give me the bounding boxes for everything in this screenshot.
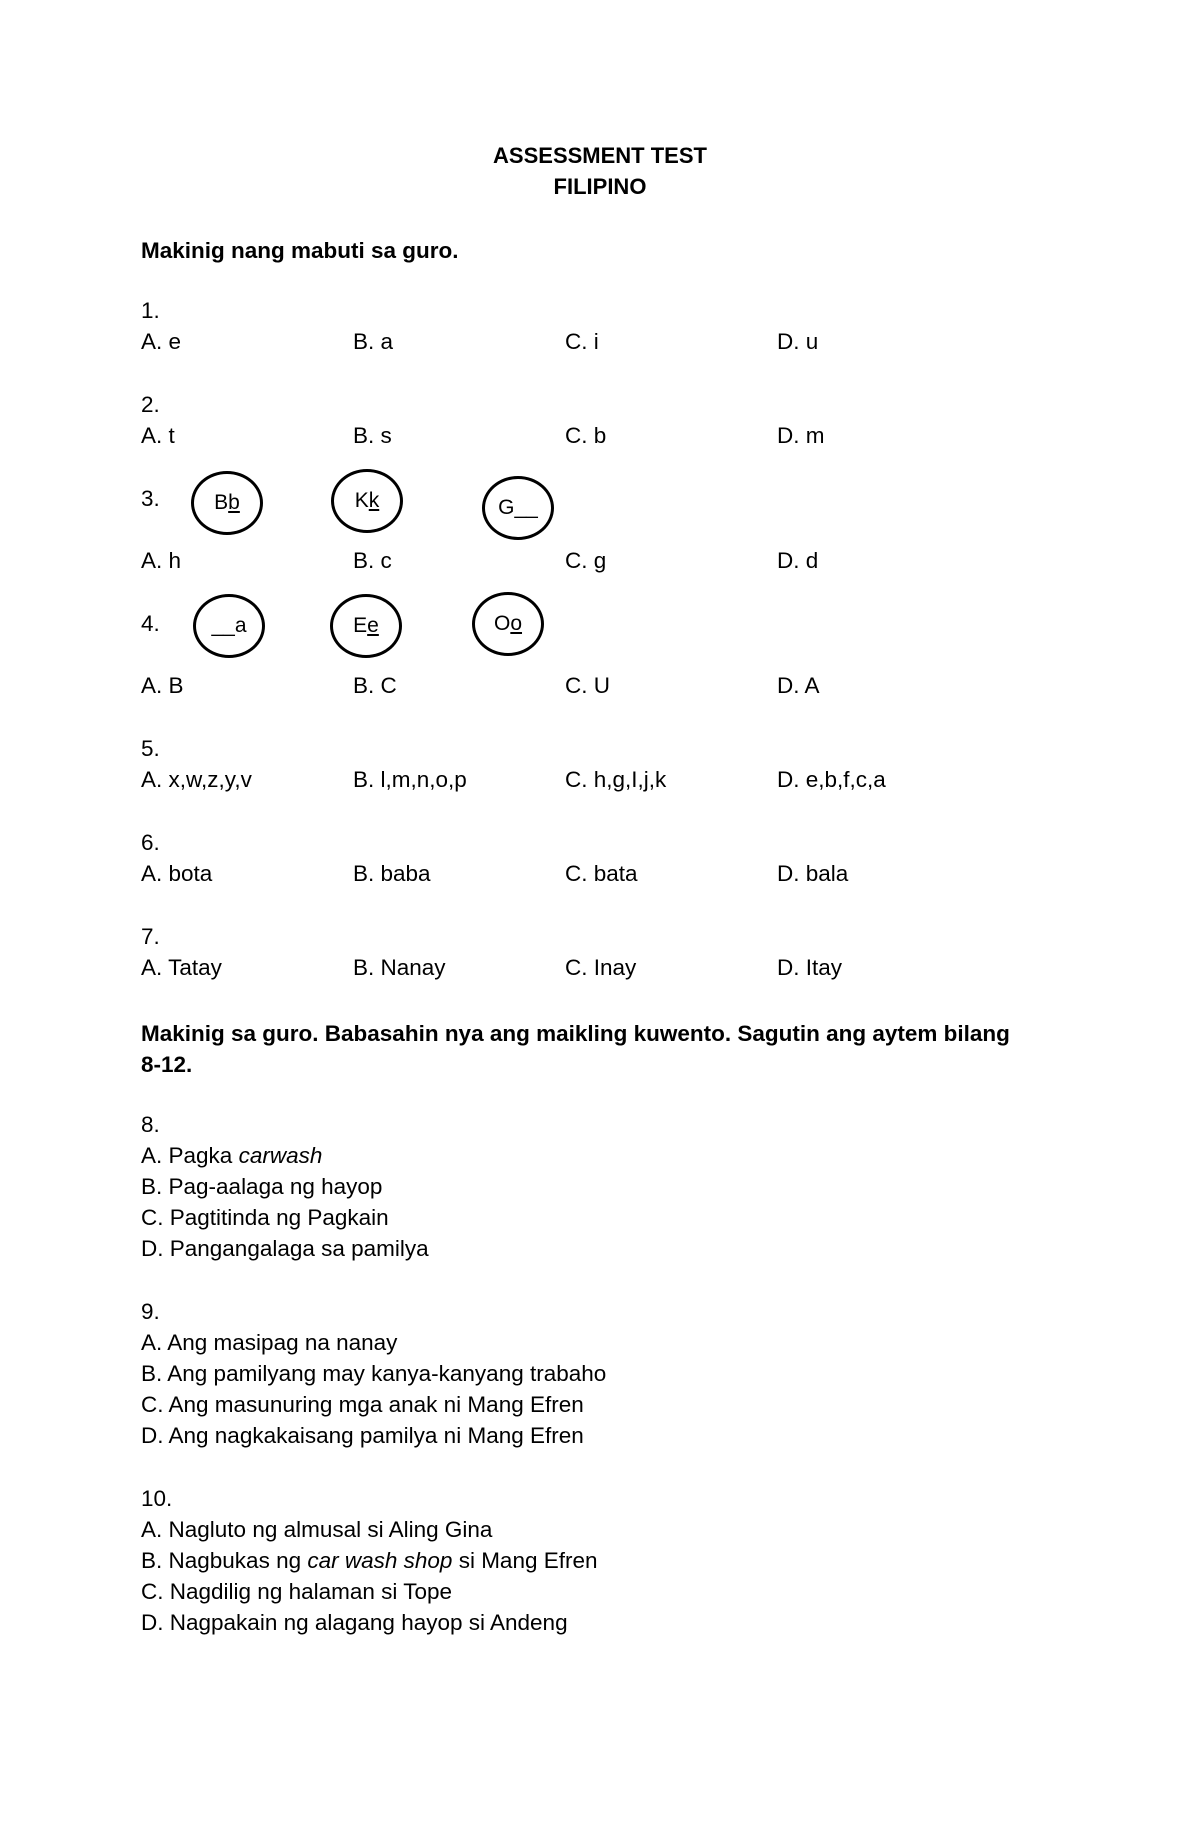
q4-option-a: A. B	[141, 673, 184, 698]
q8-option-b: B. Pag-aalaga ng hayop	[141, 1174, 383, 1199]
q4-option-b: B. C	[353, 673, 397, 698]
q6-option-b: B. baba	[353, 861, 431, 886]
q4-circle-3-lower: o	[510, 612, 523, 635]
question-9-number: 9.	[141, 1299, 160, 1324]
question-4-number: 4.	[141, 611, 160, 636]
q7-option-c: C. Inay	[565, 955, 637, 980]
q10-option-d: D. Nagpakain ng alagang hayop si Andeng	[141, 1610, 568, 1635]
page-title: ASSESSMENT TEST	[493, 143, 707, 168]
q4-letter-circle-3	[472, 592, 544, 656]
q9-option-b: B. Ang pamilyang may kanya-kanyang trabaho	[141, 1361, 607, 1386]
q4-circle-2-lower: e	[367, 614, 379, 637]
q5-option-b: B. l,m,n,o,p	[353, 767, 467, 792]
q2-option-b: B. s	[353, 423, 392, 448]
question-6-options	[141, 861, 1101, 891]
q8-option-a-text: A. Pagka	[141, 1143, 239, 1168]
q5-option-a: A. x,w,z,y,v	[141, 767, 252, 792]
q4-circle-2-upper: E	[353, 614, 368, 637]
q10-option-b-italic: car wash shop	[307, 1548, 453, 1573]
q9-option-a: A. Ang masipag na nanay	[141, 1330, 398, 1355]
q3-circle-2-lower: k	[368, 489, 380, 512]
q10-option-b	[141, 1548, 598, 1574]
q6-option-d: D. bala	[777, 861, 849, 886]
q1-option-d: D. u	[777, 329, 819, 354]
q4-letter-circle-1	[193, 594, 265, 658]
q8-option-a	[141, 1143, 322, 1169]
q3-circle-2-upper: K	[354, 489, 369, 512]
question-8-number: 8.	[141, 1112, 160, 1137]
q10-option-b-prefix: B. Nagbukas ng	[141, 1548, 308, 1573]
q7-option-d: D. Itay	[777, 955, 843, 980]
q4-circle-3-upper: O	[493, 612, 511, 635]
q8-option-a-italic: carwash	[238, 1143, 323, 1168]
question-7-options	[141, 955, 1101, 985]
q2-option-a: A. t	[141, 423, 175, 448]
q1-option-c: C. i	[565, 329, 599, 354]
q3-option-d: D. d	[777, 548, 819, 573]
q3-circle-3-upper: G	[498, 496, 515, 519]
q3-circle-1-upper: B	[214, 491, 229, 514]
question-1-number: 1.	[141, 298, 160, 323]
question-3-options	[141, 548, 1101, 578]
q3-letter-circle-2	[331, 469, 403, 533]
q9-option-c: C. Ang masunuring mga anak ni Mang Efren	[141, 1392, 584, 1417]
q3-circle-3-lower: __	[514, 496, 538, 519]
q6-option-c: C. bata	[565, 861, 638, 886]
q3-option-a: A. h	[141, 548, 182, 573]
section2-instruction-line2: 8-12.	[141, 1052, 193, 1077]
question-4-options	[141, 673, 1101, 703]
q2-option-c: C. b	[565, 423, 607, 448]
question-2-options	[141, 423, 1101, 453]
section2-instruction-line1: Makinig sa guro. Babasahin nya ang maikling kuwento. Sagutin ang aytem bilang	[141, 1021, 1010, 1046]
q10-option-b-suffix: si Mang Efren	[452, 1548, 598, 1573]
question-6-number: 6.	[141, 830, 160, 855]
q4-circle-1-upper: __	[211, 614, 235, 637]
q4-option-d: D. A	[777, 673, 820, 698]
q2-option-d: D. m	[777, 423, 825, 448]
question-2-number: 2.	[141, 392, 160, 417]
section1-instruction: Makinig nang mabuti sa guro.	[141, 238, 459, 263]
q6-option-a: A. bota	[141, 861, 213, 886]
q3-circle-1-lower: b	[228, 491, 240, 514]
q3-option-c: C. g	[565, 548, 607, 573]
q4-letter-circle-2	[330, 594, 402, 658]
question-3-number: 3.	[141, 486, 160, 511]
q3-option-b: B. c	[353, 548, 392, 573]
q3-letter-circle-1	[191, 471, 263, 535]
q1-option-b: B. a	[353, 329, 394, 354]
q10-option-a: A. Nagluto ng almusal si Aling Gina	[141, 1517, 493, 1542]
q7-option-a: A. Tatay	[141, 955, 222, 980]
question-1-options	[141, 329, 1101, 359]
q8-option-c: C. Pagtitinda ng Pagkain	[141, 1205, 389, 1230]
q8-option-d: D. Pangangalaga sa pamilya	[141, 1236, 429, 1261]
q10-option-c: C. Nagdilig ng halaman si Tope	[141, 1579, 453, 1604]
q1-option-a: A. e	[141, 329, 182, 354]
q9-option-d: D. Ang nagkakaisang pamilya ni Mang Efren	[141, 1423, 584, 1448]
page-subtitle: FILIPINO	[553, 174, 647, 199]
question-5-options	[141, 767, 1101, 797]
question-10-number: 10.	[141, 1486, 173, 1511]
section2-instruction	[141, 1018, 1071, 1080]
question-7-number: 7.	[141, 924, 160, 949]
q4-circle-1-lower: a	[234, 614, 247, 637]
q7-option-b: B. Nanay	[353, 955, 446, 980]
q5-option-c: C. h,g,I,j,k	[565, 767, 667, 792]
question-5-number: 5.	[141, 736, 160, 761]
q5-option-d: D. e,b,f,c,a	[777, 767, 886, 792]
q3-letter-circle-3	[482, 476, 554, 540]
q4-option-c: C. U	[565, 673, 610, 698]
